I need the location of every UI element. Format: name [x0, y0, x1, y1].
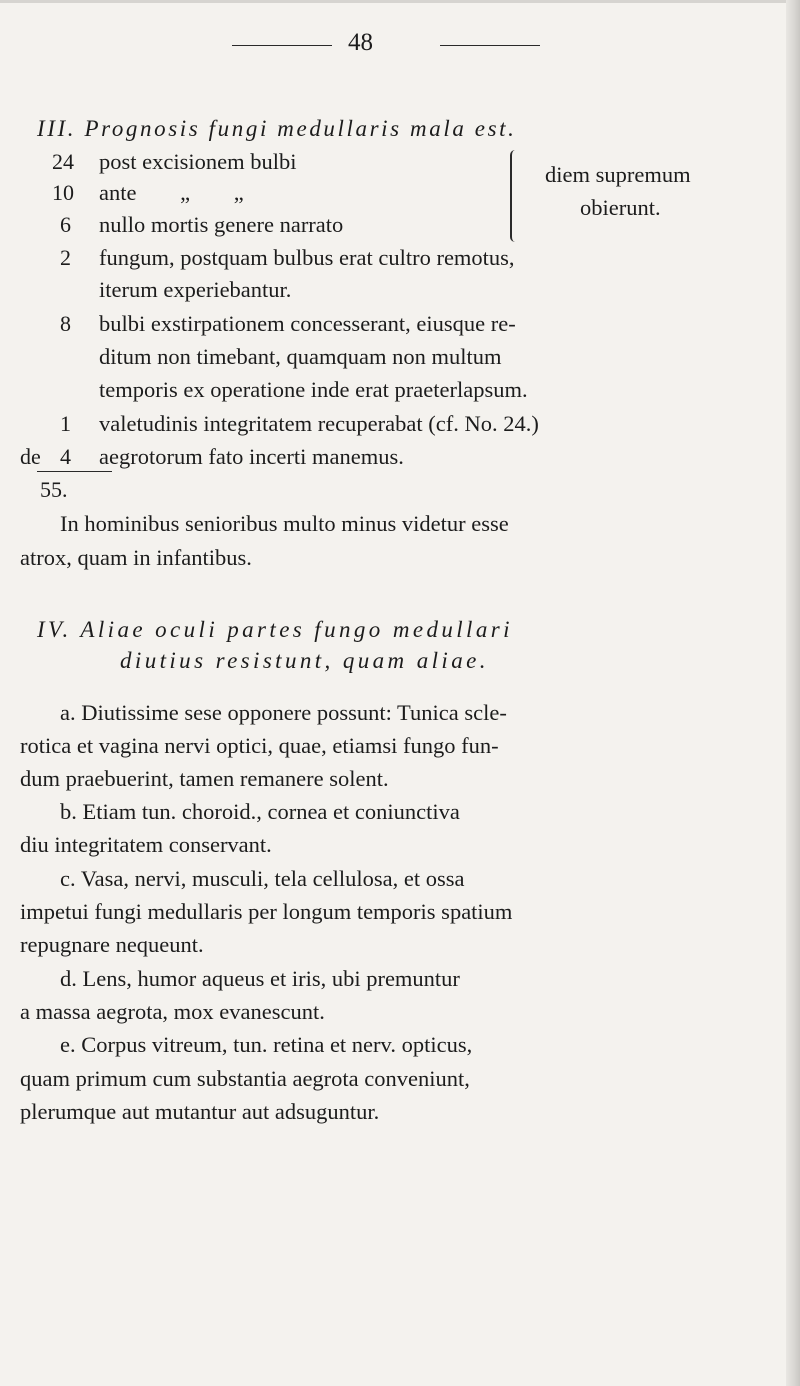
body-line: c. Vasa, nervi, musculi, tela cellulosa, et ossa [60, 866, 465, 891]
row-text: nullo mortis genere narrato [99, 212, 344, 237]
line-count: 1 [60, 411, 71, 436]
row-text: ante „ „ [99, 180, 244, 205]
section-4-title: IV. Aliae oculi partes fungo medullari [37, 617, 513, 642]
body-line: e. Corpus vitreum, tun. retina et nerv. opticus, [60, 1032, 473, 1057]
line-count: 4 [60, 444, 71, 469]
body-line: iterum experiebantur. [99, 277, 292, 302]
body-line: temporis ex operatione inde erat praeterlapsum. [99, 377, 528, 402]
row-count: 10 [52, 180, 74, 205]
body-line: a. Diutissime sese opponere possunt: Tunica scle- [60, 700, 507, 725]
body-line: rotica et vagina nervi optici, quae, etiamsi fungo fun- [20, 733, 499, 758]
body-line: aegrotorum fato incerti manemus. [99, 444, 404, 469]
page-top-edge [0, 0, 800, 3]
body-line: valetudinis integritatem recuperabat (cf. No. 24.) [99, 411, 539, 436]
section-4-title-continued: diutius resistunt, quam aliae. [120, 648, 489, 673]
row-text: post excisionem bulbi [99, 149, 297, 174]
header-rule-right [440, 45, 540, 46]
body-line: impetui fungi medullaris per longum temporis spatium [20, 899, 513, 924]
body-line: a massa aegrota, mox evanescunt. [20, 999, 325, 1024]
body-line: bulbi exstirpationem concesserant, eiusque re- [99, 311, 516, 336]
sum-total: 55. [40, 477, 68, 502]
body-line: plerumque aut mutantur aut adsuguntur. [20, 1099, 380, 1124]
paragraph-line: In hominibus senioribus multo minus videtur esse [60, 511, 509, 536]
body-line: quam primum cum substantia aegrota conveniunt, [20, 1066, 470, 1091]
body-line: d. Lens, humor aqueus et iris, ubi premuntur [60, 966, 460, 991]
row-count: 6 [60, 212, 71, 237]
right-brace [510, 150, 520, 242]
page-right-edge [786, 0, 800, 1386]
body-line: fungum, postquam bulbus erat cultro remotus, [99, 245, 515, 270]
header-rule-left [232, 45, 332, 46]
paragraph-line: atrox, quam in infantibus. [20, 545, 252, 570]
section-3-title: III. Prognosis fungi medullaris mala est. [37, 116, 517, 141]
brace-text: diem supremum [545, 162, 691, 187]
brace-text: obierunt. [580, 195, 661, 220]
sum-rule [37, 471, 112, 472]
body-line: repugnare nequeunt. [20, 932, 204, 957]
body-line: diu integritatem conservant. [20, 832, 272, 857]
line-count: 8 [60, 311, 71, 336]
de-label: de [20, 444, 41, 469]
row-count: 24 [52, 149, 74, 174]
line-count: 2 [60, 245, 71, 270]
page-number: 48 [348, 29, 373, 56]
body-line: b. Etiam tun. choroid., cornea et coniunctiva [60, 799, 460, 824]
body-line: dum praebuerint, tamen remanere solent. [20, 766, 389, 791]
body-line: ditum non timebant, quamquam non multum [99, 344, 502, 369]
